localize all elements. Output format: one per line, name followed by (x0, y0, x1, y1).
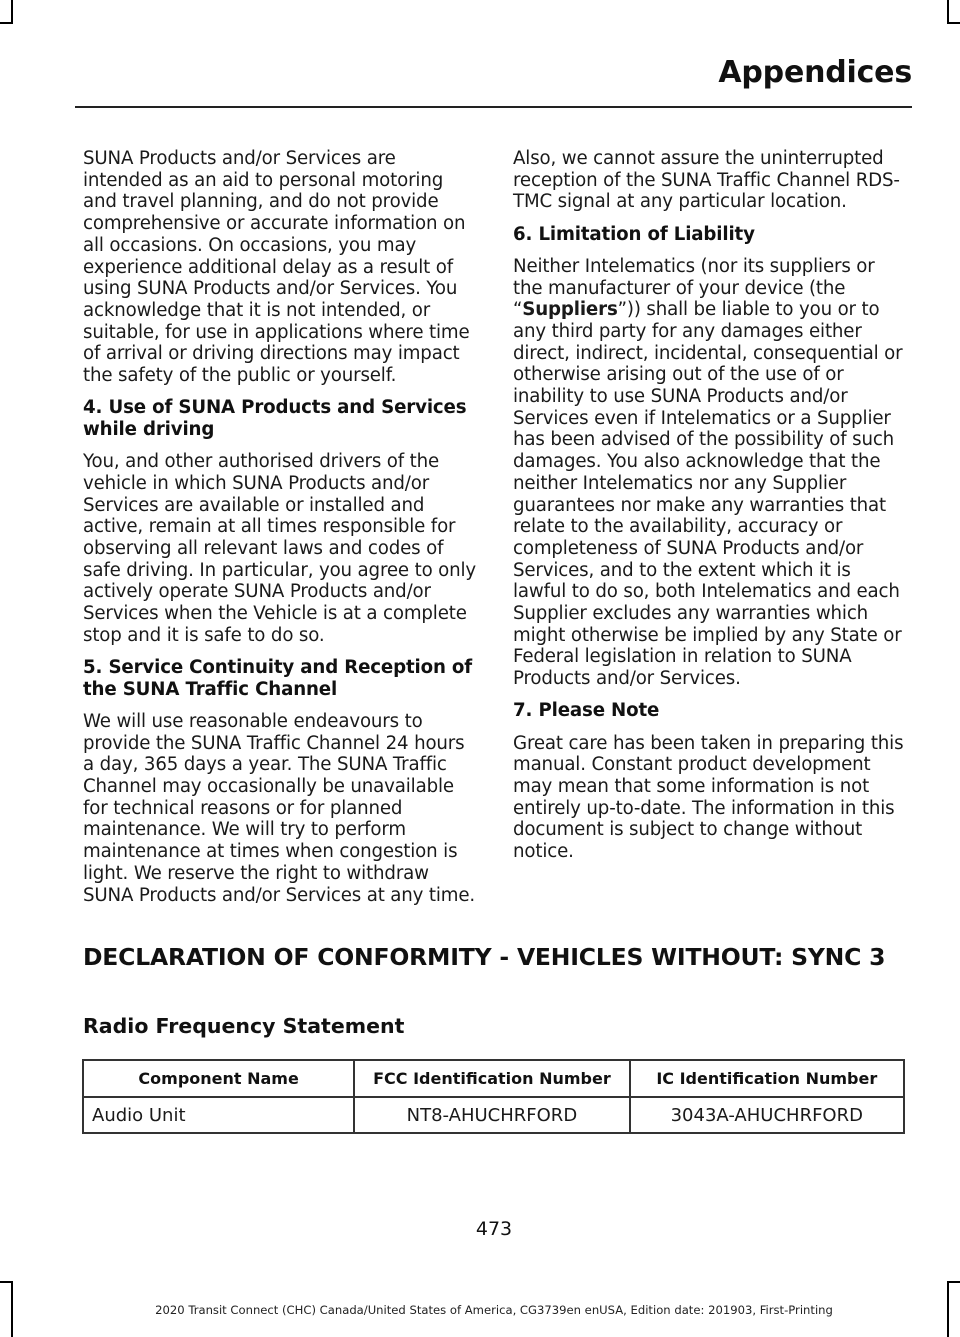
subsection-heading: 7. Please Note (513, 700, 660, 722)
right-column (513, 148, 908, 873)
radio-frequency-table (82, 1059, 905, 1134)
paragraph (513, 256, 908, 690)
crop-mark (947, 22, 960, 24)
crop-mark (0, 1281, 12, 1283)
sub-heading: Radio Frequency Statement (83, 1014, 405, 1038)
crop-mark (11, 0, 13, 24)
crop-mark (0, 22, 12, 24)
defined-term: Suppliers (522, 299, 618, 321)
section-heading: DECLARATION OF CONFORMITY - VEHICLES WITHOUT: SYNC 3 (83, 943, 886, 971)
paragraph: Also, we cannot assure the uninterrupted reception of the SUNA Traffic Channel RDS-TMC signal at any particular location. (513, 148, 900, 213)
column-header: IC Identification Number (630, 1060, 904, 1097)
paragraph: You, and other authorised drivers of the vehicle in which SUNA Products and/or Services are available or installed and active, remain at all times responsible for observing all relevant laws and codes of safe driving. In particular, you agree to only actively operate SUNA Products and/or Services when the Vehicle is at a complete stop and it is safe to do so. (83, 451, 477, 646)
crop-mark (947, 1281, 960, 1283)
table-row (83, 1097, 904, 1133)
subsection-heading: 4. Use of SUNA Products and Services while driving (83, 397, 467, 440)
paragraph: SUNA Products and/or Services are intended as an aid to personal motoring and travel planning, and do not provide comprehensive or accurate information on all occasions. On occasions, you may experience additional delay as a result of using SUNA Products and/or Services. You acknowledge that it is not intended, or suitable, for use in applications where time of arrival or driving directions may impact the safety of the public or yourself. (83, 148, 470, 387)
paragraph: We will use reasonable endeavours to provide the SUNA Traffic Channel 24 hours a day, 365 days a year. The SUNA Traffic Channel may occasionally be unavailable for technical reasons or for planned maintenance. We will try to perform maintenance at times when congestion is light. We reserve the right to withdraw SUNA Products and/or Services at any time. (83, 710, 476, 906)
subsection-heading: 5. Service Continuity and Reception of the SUNA Traffic Channel (83, 656, 473, 700)
crop-mark (947, 0, 949, 24)
text-run: Neither Intelematics (nor its suppliers or the manufacturer of your device (the “ (513, 255, 875, 321)
header-divider (75, 106, 912, 108)
paragraph: Great care has been taken in preparing this manual. Constant product development may mean that some information is not entirely up-to-date. The information in this document is subject to change without notice. (513, 732, 904, 863)
page-number: 473 (475, 1218, 513, 1240)
text-run: ”)) shall be liable to you or to any third party for any damages either direct, indirect, incidental, consequential or otherwise arising out of the use of or inability to use SUNA Products and/or Services even if Intelematics or a Supplier has been advised of the possibility of such damages. You also acknowledge that the neither Intelematics nor any Supplier guarantees nor make any warranties that relate to the availability, accuracy or completeness of SUNA Products and/or Services, and to the extent which it is lawful to do so, both Intelematics and each Supplier excludes any warranties which might otherwise be implied by any State or Federal legislation in relation to SUNA Products and/or Services. (513, 299, 903, 690)
footer-text: 2020 Transit Connect (CHC) Canada/United States of America, CG3739en enUSA, Edition date: 201903, First-Printing (155, 1303, 833, 1317)
subsection-heading: 6. Limitation of Liability (513, 223, 755, 245)
column-header: Component Name (83, 1060, 354, 1097)
table-cell: NT8-AHUCHRFORD (354, 1097, 629, 1133)
table-cell: 3043A-AHUCHRFORD (630, 1097, 904, 1133)
left-column (83, 148, 478, 917)
page-header-title: Appendices (718, 55, 912, 90)
table-header-row (83, 1060, 904, 1097)
table-cell: Audio Unit (83, 1097, 354, 1133)
column-header: FCC Identification Number (354, 1060, 629, 1097)
